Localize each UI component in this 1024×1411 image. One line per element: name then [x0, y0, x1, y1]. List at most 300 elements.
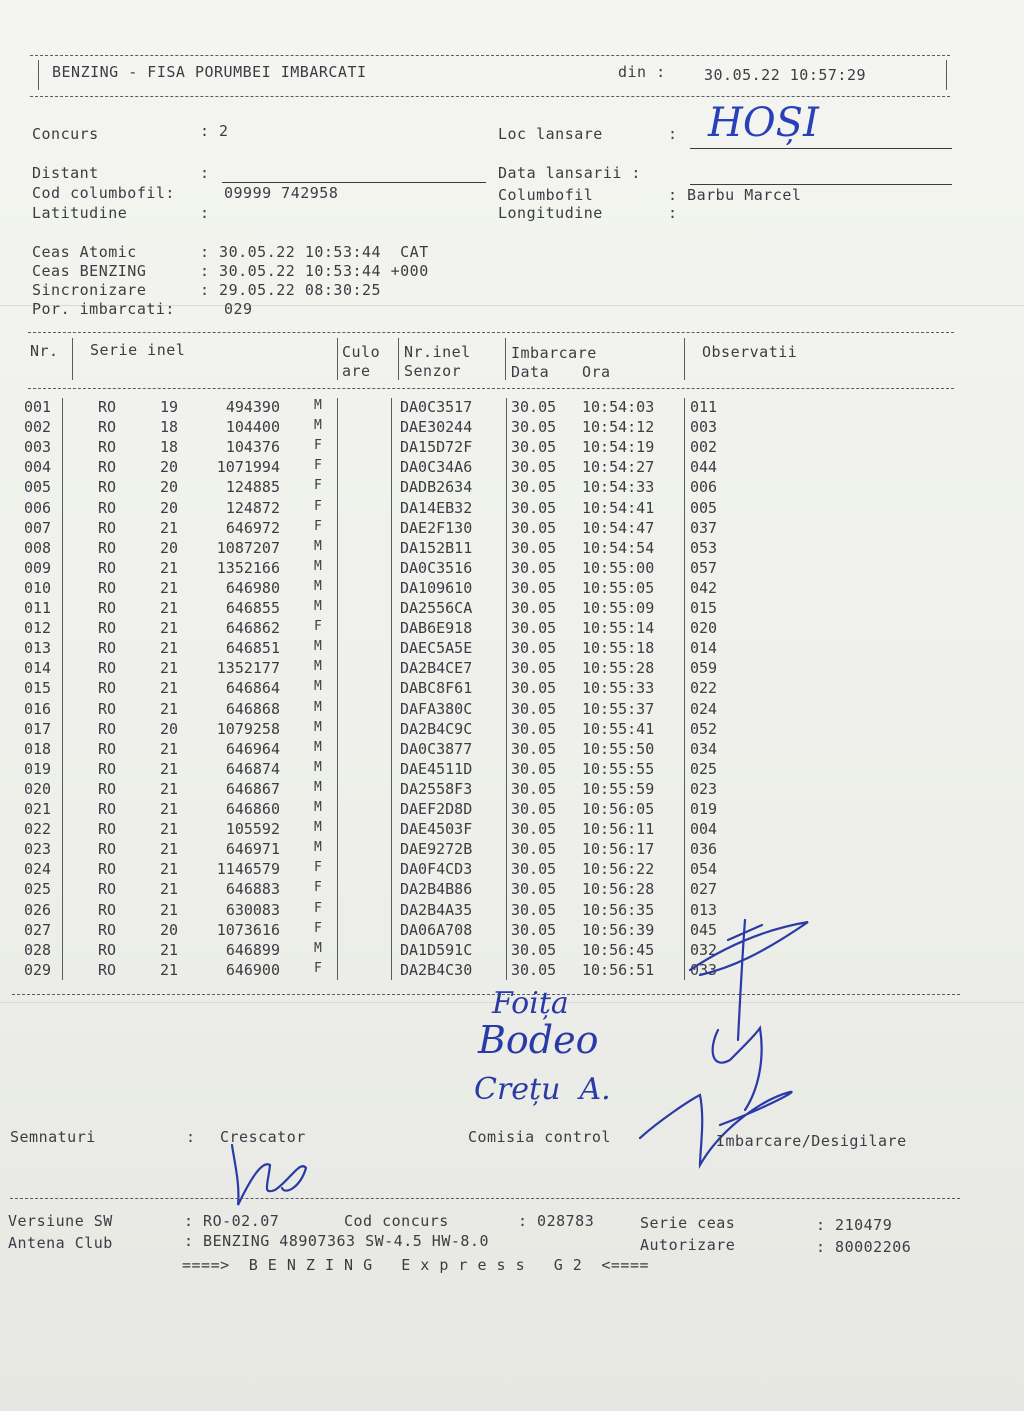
cell-sex: F [314, 860, 322, 876]
date-value: 30.05.22 10:57:29 [704, 66, 867, 84]
cell-country: RO [98, 840, 117, 859]
cell-year: 21 [160, 599, 179, 617]
cell-observatii: 006 [690, 478, 718, 497]
cell-ring-number: 646883 [225, 880, 280, 899]
cell-observatii: 019 [690, 800, 718, 818]
crescator-signature [232, 1145, 306, 1205]
cell-date: 30.05 [511, 458, 557, 477]
cell-nr: 024 [24, 860, 52, 879]
cell-country: RO [98, 960, 117, 979]
cell-date: 30.05 [511, 719, 557, 738]
cell-ring-number: 646964 [225, 739, 280, 758]
cell-year: 21 [160, 779, 179, 798]
cell-ring-number: 1352166 [216, 558, 280, 577]
ceas-benzing-value: : 30.05.22 10:53:44 +000 [200, 262, 429, 280]
cell-nr: 027 [24, 920, 52, 939]
cell-sensor-ring: DA2B4C30 [400, 960, 473, 979]
cell-ring-number: 646980 [225, 578, 280, 597]
cell-nr: 006 [24, 498, 52, 517]
cell-country: RO [98, 719, 117, 738]
latitudine-label: Latitudine [32, 204, 128, 222]
cell-ring-number: 105592 [225, 820, 280, 839]
cell-date: 30.05 [511, 518, 557, 537]
cell-time: 10:56:45 [582, 940, 655, 959]
cell-observatii: 011 [690, 398, 718, 416]
signature-stroke-2 [728, 920, 762, 1040]
cell-country: RO [98, 699, 117, 718]
ceas-atomic-label: Ceas Atomic [32, 243, 137, 261]
cell-date: 30.05 [511, 699, 557, 718]
cell-sensor-ring: DA0F4CD3 [400, 860, 473, 879]
cell-observatii: 024 [690, 699, 718, 718]
cell-sex: M [314, 538, 322, 554]
cell-nr: 015 [24, 679, 52, 698]
cell-ring-number: 646860 [225, 800, 280, 818]
cell-country: RO [98, 498, 117, 517]
cell-year: 21 [160, 860, 179, 879]
cell-date: 30.05 [511, 619, 557, 638]
cell-country: RO [98, 478, 117, 497]
cell-ring-number: 104376 [225, 438, 280, 457]
concurs-value: : 2 [200, 122, 229, 140]
cell-country: RO [98, 518, 117, 537]
cell-time: 10:56:28 [582, 880, 655, 899]
cell-year: 21 [160, 960, 179, 979]
benzing-banner: ====> B E N Z I N G E x p r e s s G 2 <==== [182, 1256, 650, 1274]
cell-observatii: 045 [690, 920, 718, 939]
cell-time: 10:55:59 [582, 779, 655, 798]
date-label: din : [618, 63, 666, 81]
cell-year: 20 [160, 719, 179, 738]
cell-sex: F [314, 920, 322, 936]
cell-observatii: 015 [690, 599, 718, 617]
ceas-atomic-value: : 30.05.22 10:53:44 CAT [200, 243, 429, 261]
cell-time: 10:55:09 [582, 599, 655, 617]
cell-date: 30.05 [511, 920, 557, 939]
col-header-serie: Serie inel [90, 341, 186, 359]
cell-date: 30.05 [511, 820, 557, 839]
distanta-colon: : [200, 164, 210, 182]
cell-sex: M [314, 558, 322, 574]
cell-ring-number: 646862 [225, 619, 280, 638]
loc-lansare-label: Loc lansare [498, 125, 603, 143]
cell-sex: M [314, 800, 322, 815]
cell-nr: 002 [24, 418, 52, 437]
cell-sex: F [314, 478, 322, 494]
cell-year: 21 [160, 619, 179, 638]
cell-date: 30.05 [511, 779, 557, 798]
serie-ceas-label: Serie ceas [640, 1214, 736, 1232]
cell-sensor-ring: DA15D72F [400, 438, 473, 457]
cell-date: 30.05 [511, 418, 557, 437]
cell-year: 21 [160, 659, 179, 678]
cell-observatii: 002 [690, 438, 718, 457]
col-header-observatii: Observatii [702, 343, 798, 361]
cod-columbofil-value: 09999 742958 [224, 184, 339, 202]
cod-concurs-value: : 028783 [518, 1212, 595, 1230]
comisia-control-label: Comisia control [468, 1128, 611, 1146]
cell-year: 21 [160, 800, 179, 818]
cell-ring-number: 494390 [225, 398, 280, 416]
cell-country: RO [98, 800, 117, 818]
cell-country: RO [98, 418, 117, 437]
cell-nr: 016 [24, 699, 52, 718]
cell-country: RO [98, 940, 117, 959]
cell-country: RO [98, 619, 117, 638]
col-header-nr: Nr. [30, 342, 59, 360]
cell-date: 30.05 [511, 840, 557, 859]
cell-country: RO [98, 558, 117, 577]
cell-time: 10:56:17 [582, 840, 655, 859]
cell-observatii: 053 [690, 538, 718, 557]
cell-ring-number: 646855 [225, 599, 280, 617]
cell-time: 10:55:33 [582, 679, 655, 698]
cell-observatii: 022 [690, 679, 718, 698]
cell-sex: F [314, 458, 322, 474]
cell-nr: 025 [24, 880, 52, 899]
cell-ring-number: 1079258 [216, 719, 280, 738]
cell-observatii: 036 [690, 840, 718, 859]
cell-date: 30.05 [511, 639, 557, 658]
cell-ring-number: 630083 [225, 900, 280, 919]
cell-country: RO [98, 578, 117, 597]
cell-nr: 014 [24, 659, 52, 678]
cell-sex: M [314, 639, 322, 655]
cell-sex: M [314, 679, 322, 695]
cell-sex: M [314, 840, 322, 856]
cell-nr: 004 [24, 458, 52, 477]
cell-country: RO [98, 639, 117, 658]
cell-nr: 008 [24, 538, 52, 557]
cell-observatii: 004 [690, 820, 718, 839]
cell-date: 30.05 [511, 398, 557, 416]
cell-time: 10:55:05 [582, 578, 655, 597]
loc-lansare-value: HOȘI [708, 100, 819, 146]
cell-sex: F [314, 619, 322, 635]
cell-nr: 021 [24, 800, 52, 818]
cell-year: 21 [160, 739, 179, 758]
serie-ceas-value: : 210479 [816, 1216, 893, 1234]
cell-nr: 018 [24, 739, 52, 758]
cell-time: 10:54:12 [582, 418, 655, 437]
cell-country: RO [98, 739, 117, 758]
cell-sensor-ring: DA06A708 [400, 920, 473, 939]
cell-sensor-ring: DA2556CA [400, 599, 473, 617]
cell-time: 10:56:05 [582, 800, 655, 818]
longitudine-colon: : [668, 204, 678, 222]
cell-sex: F [314, 518, 322, 534]
cell-time: 10:55:14 [582, 619, 655, 638]
cell-date: 30.05 [511, 478, 557, 497]
cell-sex: F [314, 960, 322, 976]
cell-time: 10:56:51 [582, 960, 655, 979]
cell-sensor-ring: DA152B11 [400, 538, 473, 557]
cell-ring-number: 124872 [225, 498, 280, 517]
autorizare-label: Autorizare [640, 1236, 736, 1254]
cell-nr: 011 [24, 599, 52, 617]
sincronizare-label: Sincronizare [32, 281, 147, 299]
cell-country: RO [98, 538, 117, 557]
cell-sex: M [314, 779, 322, 795]
cell-date: 30.05 [511, 800, 557, 818]
cell-observatii: 003 [690, 418, 718, 437]
cell-year: 21 [160, 558, 179, 577]
cell-sensor-ring: DAB6E918 [400, 619, 473, 638]
cell-sex: M [314, 418, 322, 434]
col-header-ora: Ora [582, 363, 611, 381]
distanta-label: Distant [32, 164, 99, 182]
cell-observatii: 013 [690, 900, 718, 919]
cell-observatii: 027 [690, 880, 718, 899]
cell-nr: 009 [24, 558, 52, 577]
cell-time: 10:56:22 [582, 860, 655, 879]
cell-ring-number: 646874 [225, 759, 280, 778]
cell-observatii: 032 [690, 940, 718, 959]
cell-sensor-ring: DAE4503F [400, 820, 473, 839]
cell-observatii: 042 [690, 578, 718, 597]
cell-nr: 005 [24, 478, 52, 497]
col-header-are: are [342, 362, 371, 380]
cell-country: RO [98, 438, 117, 457]
cell-country: RO [98, 900, 117, 919]
columbofil-value: : Barbu Marcel [668, 186, 802, 204]
cell-ring-number: 646868 [225, 699, 280, 718]
cell-time: 10:54:03 [582, 398, 655, 416]
cell-observatii: 020 [690, 619, 718, 638]
cell-nr: 017 [24, 719, 52, 738]
cell-nr: 028 [24, 940, 52, 959]
loc-lansare-colon: : [668, 125, 678, 143]
cell-nr: 029 [24, 960, 52, 979]
cell-sex: M [314, 659, 322, 675]
cell-year: 21 [160, 759, 179, 778]
cell-country: RO [98, 599, 117, 617]
cell-date: 30.05 [511, 659, 557, 678]
cell-country: RO [98, 779, 117, 798]
cell-sex: F [314, 880, 322, 896]
cell-ring-number: 646851 [225, 639, 280, 658]
antena-club-value: : BENZING 48907363 SW-4.5 HW-8.0 [184, 1232, 489, 1250]
cell-time: 10:56:35 [582, 900, 655, 919]
cell-nr: 023 [24, 840, 52, 859]
cell-sensor-ring: DA2558F3 [400, 779, 473, 798]
cell-time: 10:55:41 [582, 719, 655, 738]
cell-sex: M [314, 599, 322, 614]
cell-year: 19 [160, 398, 179, 416]
semnaturi-colon: : [186, 1128, 196, 1146]
document-title: BENZING - FISA PORUMBEI IMBARCATI [52, 63, 367, 81]
cell-nr: 022 [24, 820, 52, 839]
cell-year: 21 [160, 679, 179, 698]
cell-sensor-ring: DAE2F130 [400, 518, 473, 537]
cell-date: 30.05 [511, 679, 557, 698]
cell-sex: M [314, 699, 322, 715]
cell-sex: M [314, 759, 322, 775]
cell-year: 21 [160, 820, 179, 839]
cell-observatii: 014 [690, 639, 718, 658]
cell-sensor-ring: DA14EB32 [400, 498, 473, 517]
cell-country: RO [98, 880, 117, 899]
handwritten-name-1: Foița [492, 986, 569, 1021]
cell-observatii: 052 [690, 719, 718, 738]
concurs-label: Concurs [32, 125, 99, 143]
cell-nr: 003 [24, 438, 52, 457]
cell-time: 10:54:27 [582, 458, 655, 477]
cell-year: 20 [160, 538, 179, 557]
cell-sensor-ring: DA2B4A35 [400, 900, 473, 919]
cell-sensor-ring: DAFA380C [400, 699, 473, 718]
cell-country: RO [98, 920, 117, 939]
cell-nr: 010 [24, 578, 52, 597]
cell-sex: M [314, 820, 322, 836]
handwritten-name-2: Bodeo [478, 1018, 599, 1062]
cell-year: 21 [160, 699, 179, 718]
cell-time: 10:54:33 [582, 478, 655, 497]
cell-date: 30.05 [511, 860, 557, 879]
cod-concurs-label: Cod concurs [344, 1212, 449, 1230]
col-header-nrinel: Nr.inel [404, 343, 471, 361]
cell-country: RO [98, 820, 117, 839]
cell-sex: M [314, 739, 322, 755]
cell-sensor-ring: DA2B4C9C [400, 719, 473, 738]
cell-sensor-ring: DABC8F61 [400, 679, 473, 698]
columbofil-label: Columbofil [498, 186, 594, 204]
cell-sensor-ring: DAE4511D [400, 759, 473, 778]
cell-year: 21 [160, 518, 179, 537]
cell-ring-number: 646900 [225, 960, 280, 979]
cell-sensor-ring: DA0C3877 [400, 739, 473, 758]
cell-sensor-ring: DA109610 [400, 578, 473, 597]
cell-time: 10:54:47 [582, 518, 655, 537]
cell-sensor-ring: DAE30244 [400, 418, 473, 437]
cell-observatii: 057 [690, 558, 718, 577]
cell-time: 10:55:00 [582, 558, 655, 577]
cell-nr: 007 [24, 518, 52, 537]
cell-sensor-ring: DA1D591C [400, 940, 473, 959]
cell-date: 30.05 [511, 498, 557, 517]
cell-sensor-ring: DA0C3517 [400, 398, 473, 416]
cell-sensor-ring: DA2B4CE7 [400, 659, 473, 678]
cell-sensor-ring: DAE9272B [400, 840, 473, 859]
cell-ring-number: 1352177 [216, 659, 280, 678]
cell-sensor-ring: DAEC5A5E [400, 639, 473, 658]
cell-time: 10:56:39 [582, 920, 655, 939]
cell-year: 21 [160, 840, 179, 859]
col-header-data: Data [511, 363, 550, 381]
cell-year: 18 [160, 418, 179, 437]
cell-observatii: 034 [690, 739, 718, 758]
cell-date: 30.05 [511, 880, 557, 899]
handwritten-name-3: Crețu A. [474, 1072, 611, 1107]
data-lansarii-label: Data lansarii : [498, 164, 641, 182]
autorizare-value: : 80002206 [816, 1238, 912, 1256]
cell-date: 30.05 [511, 578, 557, 597]
cod-columbofil-label: Cod columbofil: [32, 184, 175, 202]
cell-date: 30.05 [511, 438, 557, 457]
cell-ring-number: 104400 [225, 418, 280, 437]
cell-nr: 026 [24, 900, 52, 919]
imbarcare-desigilare-label: Imbarcare/Desigilare [716, 1132, 907, 1150]
cell-sex: M [314, 578, 322, 594]
cell-observatii: 054 [690, 860, 718, 879]
cell-sex: M [314, 940, 322, 956]
longitudine-label: Longitudine [498, 204, 603, 222]
cell-date: 30.05 [511, 759, 557, 778]
cell-nr: 012 [24, 619, 52, 638]
cell-nr: 001 [24, 398, 52, 416]
cell-date: 30.05 [511, 739, 557, 758]
cell-year: 21 [160, 578, 179, 597]
cell-country: RO [98, 398, 117, 416]
cell-date: 30.05 [511, 960, 557, 979]
cell-time: 10:56:11 [582, 820, 655, 839]
imbarcati-label: Por. imbarcati: [32, 300, 175, 318]
cell-date: 30.05 [511, 558, 557, 577]
cell-date: 30.05 [511, 538, 557, 557]
cell-date: 30.05 [511, 900, 557, 919]
cell-ring-number: 1073616 [216, 920, 280, 939]
cell-time: 10:55:28 [582, 659, 655, 678]
cell-ring-number: 646971 [225, 840, 280, 859]
col-header-imbarcare: Imbarcare [511, 344, 597, 362]
cell-ring-number: 646899 [225, 940, 280, 959]
cell-sensor-ring: DA0C34A6 [400, 458, 473, 477]
sincronizare-value: : 29.05.22 08:30:25 [200, 281, 382, 299]
cell-year: 21 [160, 880, 179, 899]
footer-rule [10, 1198, 960, 1199]
cell-country: RO [98, 458, 117, 477]
cell-time: 10:55:18 [582, 639, 655, 658]
cell-sex: M [314, 719, 322, 735]
versiune-label: Versiune SW [8, 1212, 113, 1230]
cell-time: 10:54:54 [582, 538, 655, 557]
versiune-value: : RO-02.07 [184, 1212, 280, 1230]
cell-ring-number: 1146579 [216, 860, 280, 879]
cell-time: 10:55:50 [582, 739, 655, 758]
cell-ring-number: 646972 [225, 518, 280, 537]
cell-nr: 013 [24, 639, 52, 658]
cell-sensor-ring: DADB2634 [400, 478, 473, 497]
signature-stroke-4 [640, 1092, 792, 1165]
cell-date: 30.05 [511, 599, 557, 617]
antena-club-label: Antena Club [8, 1234, 113, 1252]
cell-ring-number: 124885 [225, 478, 280, 497]
cell-year: 21 [160, 940, 179, 959]
cell-nr: 019 [24, 759, 52, 778]
cell-observatii: 023 [690, 779, 718, 798]
imbarcati-value: 029 [224, 300, 253, 318]
cell-sensor-ring: DAEF2D8D [400, 800, 473, 818]
cell-year: 20 [160, 478, 179, 497]
cell-observatii: 033 [690, 960, 718, 979]
cell-nr: 020 [24, 779, 52, 798]
cell-observatii: 005 [690, 498, 718, 517]
cell-time: 10:55:55 [582, 759, 655, 778]
cell-year: 20 [160, 458, 179, 477]
cell-year: 20 [160, 498, 179, 517]
cell-observatii: 037 [690, 518, 718, 537]
cell-observatii: 059 [690, 659, 718, 678]
cell-time: 10:54:41 [582, 498, 655, 517]
cell-sex: F [314, 900, 322, 916]
cell-country: RO [98, 860, 117, 879]
cell-sex: M [314, 398, 322, 413]
cell-sensor-ring: DA0C3516 [400, 558, 473, 577]
cell-observatii: 025 [690, 759, 718, 778]
semnaturi-label: Semnaturi [10, 1128, 96, 1146]
cell-sex: F [314, 498, 322, 514]
cell-ring-number: 1071994 [216, 458, 280, 477]
